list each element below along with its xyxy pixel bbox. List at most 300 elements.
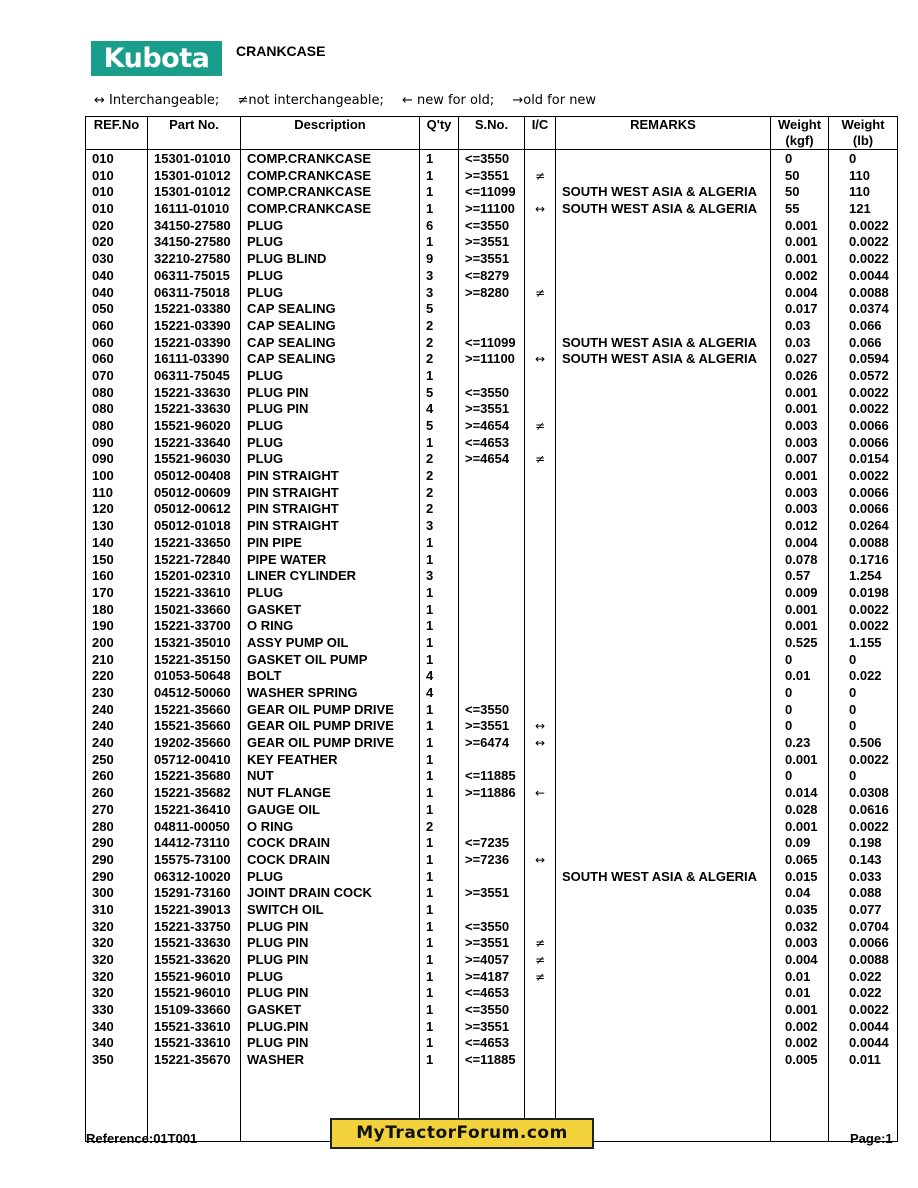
- cell-weight-lb: 0.0022: [829, 401, 898, 418]
- table-row: [86, 618, 898, 635]
- cell-weight-kgf: 0: [771, 685, 829, 702]
- cell-remarks: [556, 1019, 771, 1036]
- cell-weight-lb: 0.0066: [829, 935, 898, 952]
- table-row: [86, 902, 898, 919]
- cell-weight-kgf: 0.001: [771, 401, 829, 418]
- cell-qty: 1: [420, 718, 459, 735]
- cell-ref: 290: [86, 869, 148, 886]
- table-row: [86, 268, 898, 285]
- cell-weight-kgf: 0: [771, 768, 829, 785]
- cell-weight-kgf: 0.078: [771, 552, 829, 569]
- table-row: [86, 702, 898, 719]
- cell-ic: ↔: [525, 351, 556, 368]
- cell-weight-lb: 0.0022: [829, 234, 898, 251]
- cell-weight-kgf: 0.04: [771, 885, 829, 902]
- cell-ref: 320: [86, 935, 148, 952]
- cell-remarks: [556, 1035, 771, 1052]
- cell-serial-no: <=3550: [459, 218, 525, 235]
- cell-ref: 190: [86, 618, 148, 635]
- cell-ref: 260: [86, 785, 148, 802]
- cell-part-no: 15221-33700: [148, 618, 241, 635]
- cell-ic: [525, 985, 556, 1002]
- cell-remarks: [556, 735, 771, 752]
- cell-qty: 2: [420, 468, 459, 485]
- table-row: [86, 952, 898, 969]
- cell-remarks: [556, 451, 771, 468]
- table-row: [86, 819, 898, 836]
- cell-description: CAP SEALING: [241, 351, 420, 368]
- cell-qty: 1: [420, 535, 459, 552]
- cell-weight-lb: 0.0308: [829, 785, 898, 802]
- header-qty: Q'ty: [420, 117, 459, 150]
- cell-description: PLUG.PIN: [241, 1019, 420, 1036]
- cell-serial-no: [459, 685, 525, 702]
- table-row: [86, 184, 898, 201]
- table-row: [86, 451, 898, 468]
- cell-weight-lb: 0: [829, 652, 898, 669]
- table-row: [86, 685, 898, 702]
- cell-serial-no: [459, 468, 525, 485]
- cell-description: GAUGE OIL: [241, 802, 420, 819]
- cell-ref: 060: [86, 318, 148, 335]
- cell-weight-lb: 0.0374: [829, 301, 898, 318]
- cell-weight-lb: 0.022: [829, 985, 898, 1002]
- cell-remarks: [556, 1002, 771, 1019]
- cell-description: PLUG: [241, 969, 420, 986]
- table-row: [86, 735, 898, 752]
- table-row: [86, 401, 898, 418]
- cell-ref: 140: [86, 535, 148, 552]
- cell-ref: 320: [86, 985, 148, 1002]
- cell-serial-no: <=11099: [459, 335, 525, 352]
- cell-ref: 200: [86, 635, 148, 652]
- table-row: [86, 218, 898, 235]
- table-row: [86, 168, 898, 185]
- cell-ic: ↔: [525, 852, 556, 869]
- cell-serial-no: [459, 819, 525, 836]
- cell-ref: 040: [86, 268, 148, 285]
- table-row: [86, 752, 898, 769]
- cell-ic: ↔: [525, 201, 556, 218]
- cell-part-no: 05012-01018: [148, 518, 241, 535]
- parts-table: [85, 116, 898, 1142]
- cell-part-no: 14412-73110: [148, 835, 241, 852]
- table-row: [86, 351, 898, 368]
- cell-weight-kgf: 0.005: [771, 1052, 829, 1069]
- cell-weight-kgf: 0.525: [771, 635, 829, 652]
- cell-weight-kgf: 0.014: [771, 785, 829, 802]
- cell-ref: 340: [86, 1035, 148, 1052]
- cell-serial-no: >=3551: [459, 401, 525, 418]
- cell-weight-kgf: 0.001: [771, 468, 829, 485]
- cell-weight-kgf: 0.001: [771, 618, 829, 635]
- cell-part-no: 06311-75015: [148, 268, 241, 285]
- cell-qty: 1: [420, 618, 459, 635]
- cell-description: PLUG: [241, 218, 420, 235]
- cell-ref: 020: [86, 218, 148, 235]
- cell-qty: 1: [420, 1019, 459, 1036]
- cell-weight-kgf: 0: [771, 718, 829, 735]
- cell-ref: 330: [86, 1002, 148, 1019]
- cell-ref: 150: [86, 552, 148, 569]
- watermark-logo: MyTractorForum.com: [330, 1118, 594, 1149]
- cell-part-no: 15521-33610: [148, 1019, 241, 1036]
- cell-part-no: 15521-33610: [148, 1035, 241, 1052]
- cell-part-no: 15221-35150: [148, 652, 241, 669]
- cell-part-no: 15221-33640: [148, 435, 241, 452]
- cell-remarks: [556, 668, 771, 685]
- cell-ic: ↔: [525, 718, 556, 735]
- cell-serial-no: <=4653: [459, 985, 525, 1002]
- table-row: [86, 301, 898, 318]
- cell-qty: 1: [420, 435, 459, 452]
- cell-remarks: [556, 819, 771, 836]
- cell-remarks: [556, 985, 771, 1002]
- cell-weight-kgf: 0.026: [771, 368, 829, 385]
- cell-serial-no: <=3550: [459, 702, 525, 719]
- cell-qty: 1: [420, 935, 459, 952]
- cell-weight-kgf: 0.004: [771, 952, 829, 969]
- cell-ref: 110: [86, 485, 148, 502]
- cell-weight-kgf: 0.002: [771, 268, 829, 285]
- cell-weight-kgf: 0.09: [771, 835, 829, 852]
- header-part: Part No.: [148, 117, 241, 150]
- cell-remarks: [556, 902, 771, 919]
- cell-weight-lb: 0.0022: [829, 602, 898, 619]
- cell-serial-no: <=4653: [459, 435, 525, 452]
- cell-part-no: 15291-73160: [148, 885, 241, 902]
- table-row: [86, 418, 898, 435]
- cell-weight-kgf: 0.017: [771, 301, 829, 318]
- cell-serial-no: [459, 652, 525, 669]
- cell-serial-no: >=3551: [459, 168, 525, 185]
- cell-qty: 3: [420, 285, 459, 302]
- legend-interchangeable: ↔ Interchangeable;: [94, 93, 220, 108]
- cell-remarks: [556, 652, 771, 669]
- cell-description: BOLT: [241, 668, 420, 685]
- cell-part-no: 05712-00410: [148, 752, 241, 769]
- cell-ref: 210: [86, 652, 148, 669]
- cell-qty: 2: [420, 318, 459, 335]
- cell-weight-kgf: 0.001: [771, 385, 829, 402]
- cell-part-no: 15021-33660: [148, 602, 241, 619]
- cell-weight-lb: 0.0704: [829, 919, 898, 936]
- cell-weight-lb: 0.0088: [829, 952, 898, 969]
- ic-legend: [94, 93, 610, 108]
- cell-ref: 080: [86, 401, 148, 418]
- cell-weight-lb: 0.066: [829, 318, 898, 335]
- cell-ic: [525, 1019, 556, 1036]
- cell-ic: [525, 635, 556, 652]
- cell-weight-lb: 110: [829, 184, 898, 201]
- cell-ref: 020: [86, 234, 148, 251]
- cell-serial-no: <=8279: [459, 268, 525, 285]
- table-row: [86, 1002, 898, 1019]
- cell-ref: 220: [86, 668, 148, 685]
- cell-part-no: 15109-33660: [148, 1002, 241, 1019]
- cell-description: PLUG: [241, 451, 420, 468]
- cell-part-no: 06312-10020: [148, 869, 241, 886]
- cell-weight-lb: 0.022: [829, 969, 898, 986]
- cell-description: GASKET: [241, 1002, 420, 1019]
- cell-remarks: [556, 552, 771, 569]
- cell-weight-kgf: 0.003: [771, 418, 829, 435]
- cell-weight-lb: 0.0066: [829, 435, 898, 452]
- cell-weight-lb: 0.0022: [829, 218, 898, 235]
- cell-remarks: [556, 852, 771, 869]
- cell-description: SWITCH OIL: [241, 902, 420, 919]
- cell-part-no: 06311-75045: [148, 368, 241, 385]
- cell-part-no: 15221-03390: [148, 335, 241, 352]
- cell-weight-lb: 0.0044: [829, 1035, 898, 1052]
- cell-serial-no: [459, 568, 525, 585]
- cell-ref: 320: [86, 919, 148, 936]
- cell-weight-kgf: 0: [771, 150, 829, 168]
- cell-qty: 1: [420, 802, 459, 819]
- cell-description: PLUG BLIND: [241, 251, 420, 268]
- cell-weight-lb: 0.011: [829, 1052, 898, 1069]
- cell-weight-lb: 0.0198: [829, 585, 898, 602]
- cell-serial-no: [459, 618, 525, 635]
- cell-weight-kgf: 0.007: [771, 451, 829, 468]
- cell-ref: 100: [86, 468, 148, 485]
- cell-remarks: SOUTH WEST ASIA & ALGERIA: [556, 335, 771, 352]
- cell-weight-kgf: 0.001: [771, 1002, 829, 1019]
- cell-weight-lb: 0.066: [829, 335, 898, 352]
- cell-ref: 010: [86, 150, 148, 168]
- cell-serial-no: [459, 602, 525, 619]
- cell-remarks: [556, 301, 771, 318]
- cell-weight-lb: 0.0022: [829, 251, 898, 268]
- cell-serial-no: >=3551: [459, 1019, 525, 1036]
- cell-ic: [525, 385, 556, 402]
- table-row: [86, 501, 898, 518]
- cell-ic: [525, 752, 556, 769]
- cell-ref: 310: [86, 902, 148, 919]
- cell-remarks: [556, 268, 771, 285]
- cell-weight-lb: 0.0044: [829, 268, 898, 285]
- cell-remarks: SOUTH WEST ASIA & ALGERIA: [556, 869, 771, 886]
- cell-description: PLUG PIN: [241, 952, 420, 969]
- legend-new-for-old: ← new for old;: [401, 93, 495, 108]
- cell-weight-lb: 0.0154: [829, 451, 898, 468]
- cell-remarks: [556, 485, 771, 502]
- cell-remarks: [556, 935, 771, 952]
- cell-remarks: [556, 251, 771, 268]
- table-row: [86, 635, 898, 652]
- footer-page-number: Page:1: [850, 1131, 893, 1146]
- cell-weight-kgf: 0.027: [771, 351, 829, 368]
- cell-description: GASKET OIL PUMP: [241, 652, 420, 669]
- cell-description: GEAR OIL PUMP DRIVE: [241, 718, 420, 735]
- cell-serial-no: <=3550: [459, 150, 525, 168]
- cell-description: PIN STRAIGHT: [241, 518, 420, 535]
- cell-ref: 090: [86, 435, 148, 452]
- cell-serial-no: <=11885: [459, 768, 525, 785]
- cell-part-no: 15221-36410: [148, 802, 241, 819]
- cell-qty: 1: [420, 168, 459, 185]
- cell-weight-lb: 0.0066: [829, 418, 898, 435]
- cell-weight-lb: 0.077: [829, 902, 898, 919]
- cell-weight-kgf: 0.002: [771, 1035, 829, 1052]
- cell-description: PIPE WATER: [241, 552, 420, 569]
- cell-weight-lb: 0.0066: [829, 501, 898, 518]
- cell-serial-no: [459, 869, 525, 886]
- cell-qty: 6: [420, 218, 459, 235]
- cell-qty: 5: [420, 418, 459, 435]
- cell-part-no: 15521-33630: [148, 935, 241, 952]
- cell-serial-no: >=3551: [459, 885, 525, 902]
- cell-description: PLUG: [241, 435, 420, 452]
- cell-ic: ≠: [525, 952, 556, 969]
- cell-weight-kgf: 0.03: [771, 335, 829, 352]
- cell-qty: 1: [420, 234, 459, 251]
- cell-weight-kgf: 0.003: [771, 935, 829, 952]
- cell-weight-lb: 121: [829, 201, 898, 218]
- cell-weight-kgf: 0.015: [771, 869, 829, 886]
- cell-serial-no: [459, 668, 525, 685]
- cell-weight-lb: 0: [829, 150, 898, 168]
- cell-weight-kgf: 0.001: [771, 602, 829, 619]
- cell-qty: 3: [420, 518, 459, 535]
- cell-description: LINER CYLINDER: [241, 568, 420, 585]
- cell-description: NUT: [241, 768, 420, 785]
- header-weight-kgf: [771, 117, 829, 150]
- cell-ic: [525, 552, 556, 569]
- cell-weight-kgf: 0.035: [771, 902, 829, 919]
- cell-description: PLUG PIN: [241, 385, 420, 402]
- cell-description: PLUG: [241, 285, 420, 302]
- cell-serial-no: [459, 585, 525, 602]
- cell-ref: 340: [86, 1019, 148, 1036]
- cell-qty: 4: [420, 668, 459, 685]
- cell-ic: [525, 902, 556, 919]
- cell-remarks: SOUTH WEST ASIA & ALGERIA: [556, 351, 771, 368]
- cell-remarks: [556, 685, 771, 702]
- cell-weight-kgf: 0.001: [771, 251, 829, 268]
- cell-ref: 080: [86, 385, 148, 402]
- cell-part-no: 15221-35682: [148, 785, 241, 802]
- cell-weight-kgf: 0.001: [771, 234, 829, 251]
- cell-weight-kgf: 55: [771, 201, 829, 218]
- cell-remarks: [556, 368, 771, 385]
- cell-qty: 1: [420, 869, 459, 886]
- cell-description: KEY FEATHER: [241, 752, 420, 769]
- table-row: [86, 285, 898, 302]
- cell-weight-lb: 0.0594: [829, 351, 898, 368]
- cell-qty: 1: [420, 1052, 459, 1069]
- table-row: [86, 251, 898, 268]
- cell-serial-no: [459, 301, 525, 318]
- cell-part-no: 05012-00408: [148, 468, 241, 485]
- table-row: [86, 885, 898, 902]
- cell-weight-kgf: 0.028: [771, 802, 829, 819]
- cell-part-no: 15201-02310: [148, 568, 241, 585]
- cell-ref: 060: [86, 351, 148, 368]
- cell-part-no: 04811-00050: [148, 819, 241, 836]
- cell-remarks: [556, 535, 771, 552]
- cell-part-no: 05012-00609: [148, 485, 241, 502]
- cell-ic: [525, 652, 556, 669]
- cell-part-no: 15221-33610: [148, 585, 241, 602]
- table-row: [86, 201, 898, 218]
- cell-qty: 1: [420, 150, 459, 168]
- cell-ref: 120: [86, 501, 148, 518]
- cell-weight-kgf: 0: [771, 652, 829, 669]
- cell-ref: 240: [86, 735, 148, 752]
- cell-description: COCK DRAIN: [241, 835, 420, 852]
- cell-description: GASKET: [241, 602, 420, 619]
- table-row: [86, 150, 898, 168]
- table-row: [86, 485, 898, 502]
- cell-weight-lb: 0: [829, 768, 898, 785]
- cell-part-no: 15301-01012: [148, 168, 241, 185]
- cell-ic: ≠: [525, 935, 556, 952]
- cell-ic: [525, 602, 556, 619]
- cell-ic: [525, 919, 556, 936]
- cell-weight-kgf: 0.065: [771, 852, 829, 869]
- cell-part-no: 15521-96020: [148, 418, 241, 435]
- cell-ic: [525, 1035, 556, 1052]
- cell-qty: 1: [420, 702, 459, 719]
- cell-remarks: [556, 835, 771, 852]
- cell-qty: 1: [420, 735, 459, 752]
- cell-weight-kgf: 0: [771, 702, 829, 719]
- cell-serial-no: >=4057: [459, 952, 525, 969]
- cell-serial-no: [459, 501, 525, 518]
- cell-weight-lb: 0: [829, 685, 898, 702]
- cell-description: PIN PIPE: [241, 535, 420, 552]
- cell-description: ASSY PUMP OIL: [241, 635, 420, 652]
- cell-serial-no: >=4187: [459, 969, 525, 986]
- cell-weight-lb: 0: [829, 718, 898, 735]
- cell-description: PLUG: [241, 268, 420, 285]
- cell-ref: 250: [86, 752, 148, 769]
- cell-weight-lb: 0: [829, 702, 898, 719]
- header-weight-lb-line2: (lb): [852, 133, 874, 148]
- cell-serial-no: >=3551: [459, 251, 525, 268]
- table-row: [86, 518, 898, 535]
- cell-part-no: 15521-96010: [148, 985, 241, 1002]
- cell-ref: 080: [86, 418, 148, 435]
- cell-serial-no: <=3550: [459, 385, 525, 402]
- cell-qty: 9: [420, 251, 459, 268]
- cell-part-no: 34150-27580: [148, 218, 241, 235]
- cell-description: PLUG: [241, 418, 420, 435]
- cell-serial-no: [459, 802, 525, 819]
- cell-ic: [525, 318, 556, 335]
- cell-serial-no: <=11099: [459, 184, 525, 201]
- cell-qty: 1: [420, 902, 459, 919]
- cell-weight-kgf: 0.01: [771, 969, 829, 986]
- legend-old-for-new: →old for new: [512, 93, 597, 108]
- cell-remarks: [556, 568, 771, 585]
- cell-serial-no: >=4654: [459, 451, 525, 468]
- cell-weight-kgf: 0.009: [771, 585, 829, 602]
- cell-ref: 290: [86, 835, 148, 852]
- cell-ref: 320: [86, 952, 148, 969]
- table-row: [86, 234, 898, 251]
- cell-part-no: 16111-01010: [148, 201, 241, 218]
- cell-weight-kgf: 0.032: [771, 919, 829, 936]
- cell-weight-kgf: 0.001: [771, 752, 829, 769]
- table-row: [86, 552, 898, 569]
- cell-ref: 230: [86, 685, 148, 702]
- kubota-logo: Kubota: [91, 41, 222, 76]
- cell-serial-no: [459, 552, 525, 569]
- cell-serial-no: [459, 535, 525, 552]
- cell-qty: 1: [420, 885, 459, 902]
